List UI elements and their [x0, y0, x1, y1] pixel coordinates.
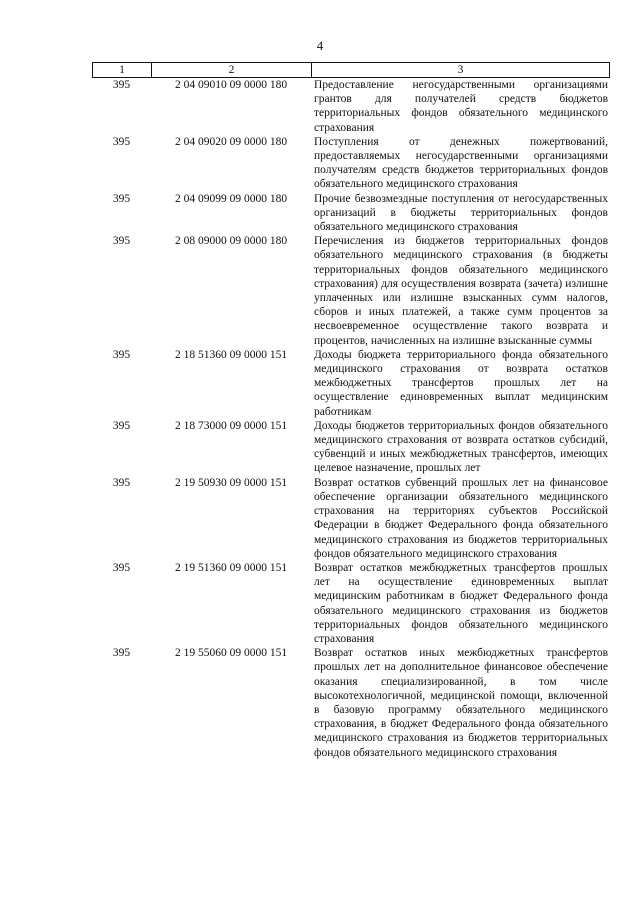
budget-code-cell: 2 04 09020 09 0000 180 — [174, 135, 288, 148]
budget-code-cell: 2 18 51360 09 0000 151 — [174, 348, 288, 361]
revenue-name-cell: Возврат остатков иных межбюджетных трансфертов прошлых лет на дополнительное финансовое обеспечение оказания специализированной, в том числе высокотехнологичной, медицинской помощи, включенной в базовую программу обязательного медицинского страхования, в бюджет Федерального фонда обязательного медицинского страхования из бюджетов территориальных фондов обязательного медицинского страхования — [314, 647, 608, 759]
budget-code-cell: 2 08 09000 09 0000 180 — [174, 235, 288, 248]
revenue-name-cell: Перечисления из бюджетов территориальных фондов обязательного медицинского страхования (в бюджеты территориальных фондов обязательного медицинского страхования) для осуществления возврата (зачета) излишне уплаченных или излишне взысканных сумм налогов, сборов и иных платежей, а также сумм процентов за несвоевременное осуществление такого возврата и процентов, начисленных на излишне взысканные суммы — [314, 235, 608, 347]
table-row — [92, 561, 610, 646]
table-row — [92, 646, 610, 760]
table-row — [92, 78, 610, 135]
admin-code-cell: 395 — [112, 192, 131, 205]
budget-code-cell: 2 19 51360 09 0000 151 — [174, 561, 288, 574]
table-row — [92, 348, 610, 419]
page-number: 4 — [316, 38, 324, 53]
admin-code-cell: 395 — [112, 79, 131, 91]
admin-code-cell: 395 — [112, 476, 131, 489]
admin-code-cell: 395 — [112, 647, 131, 660]
revenue-name-cell: Возврат остатков межбюджетных трансфертов прошлых лет на осуществление единовременных выплат медицинским работникам в бюджет Федерального фонда обязательного медицинского страхования из бюджетов территориальных фондов обязательного медицинского страхования — [314, 561, 608, 645]
revenue-name-cell: Поступления от денежных пожертвований, предоставляемых негосударственными организациями получателям средств бюджетов территориальных фондов обязательного медицинского страхования — [314, 135, 608, 191]
budget-code-cell: 2 19 50930 09 0000 151 — [174, 476, 288, 489]
revenue-name-cell: Доходы бюджетов территориальных фондов обязательного медицинского страхования от возврата остатков субсидий, субвенций и иных межбюджетных трансфертов, имеющих целевое назначение, прошлых лет — [314, 419, 608, 475]
admin-code-cell: 395 — [112, 135, 131, 148]
revenue-name-cell: Возврат остатков субвенций прошлых лет на финансовое обеспечение организации обязательного медицинского страхования на территориях субъектов Российской Федерации в бюджет Федерального фонда обязательного медицинского страхования из бюджетов территориальных фондов обязательного медицинского страхования — [314, 476, 608, 560]
revenue-name-cell: Предоставление негосударственными организациями грантов для получателей средств бюджетов территориальных фондов обязательного медицинского страхования — [314, 79, 608, 134]
column-header-2: 2 — [152, 63, 312, 77]
column-header-1: 1 — [93, 63, 152, 77]
table-header-row — [92, 62, 610, 78]
table-row — [92, 234, 610, 348]
budget-code-cell: 2 18 73000 09 0000 151 — [174, 419, 288, 432]
budget-code-cell: 2 19 55060 09 0000 151 — [174, 647, 288, 660]
column-header-3: 3 — [457, 64, 464, 76]
table-row — [92, 135, 610, 192]
admin-code-cell: 395 — [112, 235, 131, 248]
admin-code-cell: 395 — [112, 348, 131, 361]
budget-code-cell: 2 04 09099 09 0000 180 — [174, 192, 288, 205]
budget-code-cell: 2 04 09010 09 0000 180 — [174, 79, 288, 91]
revenue-codes-table — [92, 62, 610, 760]
table-row — [92, 476, 610, 561]
table-row — [92, 419, 610, 476]
admin-code-cell: 395 — [112, 419, 131, 432]
revenue-name-cell: Прочие безвозмездные поступления от негосударственных организаций в бюджеты территориальных фондов обязательного медицинского страхования — [314, 192, 608, 234]
revenue-name-cell: Доходы бюджета территориального фонда обязательного медицинского страхования от возврата остатков межбюджетных трансфертов прошлых лет на осуществление единовременных выплат медицинским работникам — [314, 348, 608, 418]
admin-code-cell: 395 — [112, 561, 131, 574]
table-row — [92, 192, 610, 235]
